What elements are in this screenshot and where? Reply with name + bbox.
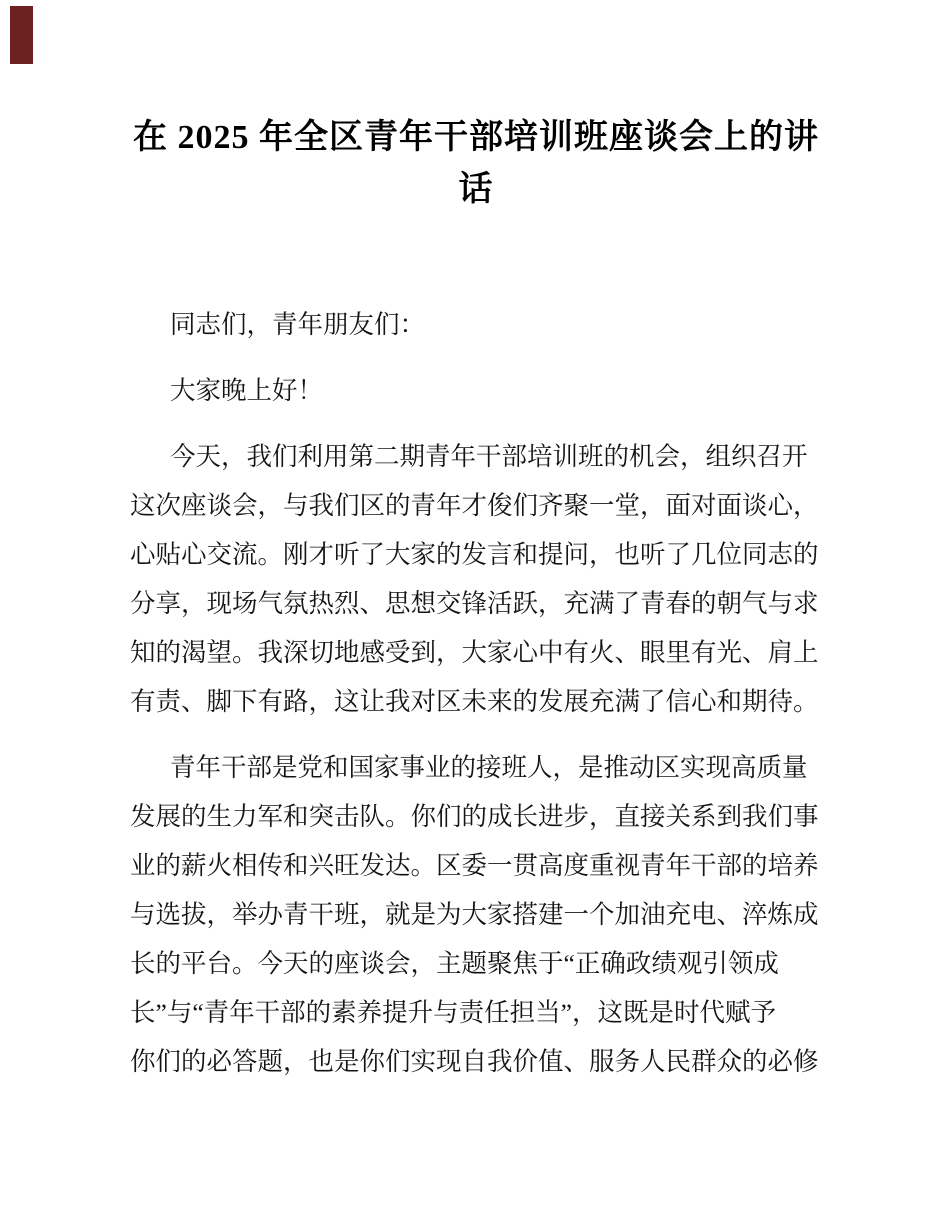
text-line: 这次座谈会，与我们区的青年才俊们齐聚一堂，面对面谈心，	[130, 491, 819, 520]
title-line-2: 话	[458, 171, 494, 208]
text-line: 与选拔，举办青干班，就是为大家搭建一个加油充电、淬炼成	[130, 900, 819, 929]
text-line: 业的薪火相传和兴旺发达。区委一贯高度重视青年干部的培养	[130, 851, 819, 880]
paragraph	[130, 432, 822, 726]
text-line: 青年干部是党和国家事业的接班人，是推动区实现高质量	[170, 753, 808, 782]
text-line: 你们的必答题，也是你们实现自我价值、服务人民群众的必修	[130, 1047, 819, 1076]
paragraph	[130, 366, 822, 415]
document-title	[130, 112, 822, 216]
text-line: 今天，我们利用第二期青年干部培训班的机会，组织召开	[170, 442, 808, 471]
text-line: 长”与“青年干部的素养提升与责任担当”，这既是时代赋予	[130, 998, 776, 1027]
text-line: 分享，现场气氛热烈、思想交锋活跃，充满了青春的朝气与求	[130, 589, 819, 618]
paragraph	[130, 743, 822, 1086]
text-line: 有责、脚下有路，这让我对区未来的发展充满了信心和期待。	[130, 687, 819, 716]
text-line: 心贴心交流。刚才听了大家的发言和提问，也听了几位同志的	[130, 540, 819, 569]
text-line: 发展的生力军和突击队。你们的成长进步，直接关系到我们事	[130, 802, 819, 831]
text-line: 同志们，青年朋友们：	[170, 310, 426, 339]
text-line: 知的渴望。我深切地感受到，大家心中有火、眼里有光、肩上	[130, 638, 819, 667]
text-line: 大家晚上好！	[170, 376, 324, 405]
text-line: 长的平台。今天的座谈会，主题聚焦于“正确政绩观引领成	[130, 949, 779, 978]
corner-marker	[10, 6, 33, 64]
title-line-1: 在 2025 年全区青年干部培训班座谈会上的讲	[133, 119, 819, 156]
paragraph	[130, 300, 822, 349]
document-body	[130, 300, 822, 1086]
